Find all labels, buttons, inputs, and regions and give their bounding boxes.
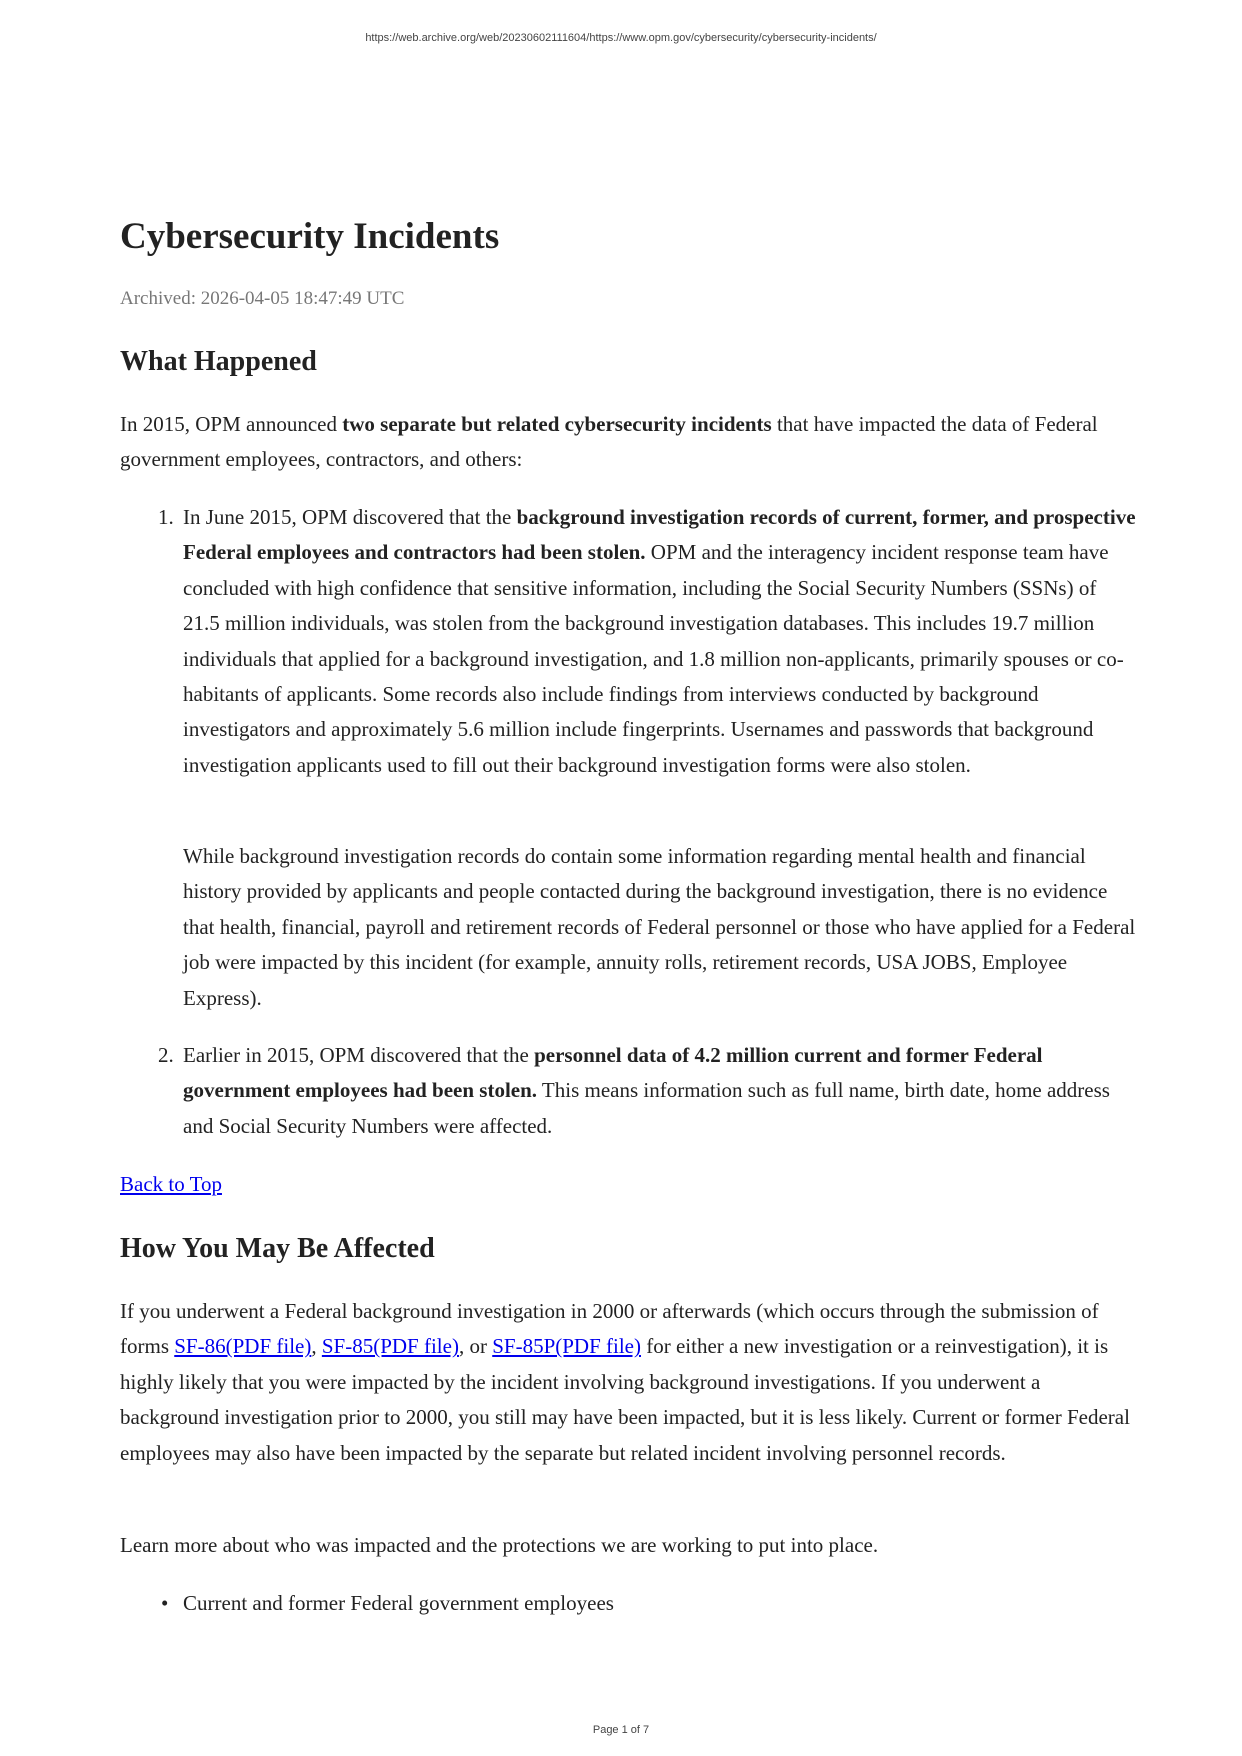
text: In June 2015, OPM discovered that the — [183, 505, 517, 529]
affected-paragraph — [120, 1294, 1135, 1471]
list-number: 2. — [158, 1043, 174, 1067]
text: If you underwent a Federal background investigation in 2000 or afterwards (which occurs through the submission of forms — [120, 1299, 1099, 1359]
text: In 2015, OPM announced — [120, 412, 343, 436]
text: that have impacted the data of Federal government employees, contractors, and others: — [120, 412, 1098, 472]
text: OPM and the interagency incident response team have concluded with high confidence that sensitive information, including the Social Security Numbers (SSNs) of 21.5 million individuals, was stolen from the background investigation databases. This includes 19.7 million individuals that applied for a background investigation, and 1.8 million non-applicants, primarily spouses or co-habitants of applicants. Some records also include findings from interviews conducted by background investigators and approximately 5.6 million include fingerprints. Usernames and passwords that background investigation applicants used to fill out their background investigation forms were also stolen. — [183, 540, 1124, 777]
sf85p-link[interactable]: SF-85P(PDF file) — [492, 1334, 641, 1359]
bold-text: background investigation records of current, former, and prospective Federal employees and contractors had been stolen. — [183, 505, 1136, 565]
text: , — [311, 1334, 322, 1359]
text: for either a new investigation or a reinvestigation), it is highly likely that you were impacted by the incident involving background investigations. If you underwent a background investigation prior to 2000, you still may have been impacted, but it is less likely. Current or former Federal employees may also have been impacted by the separate but related incident involving personnel records. — [120, 1334, 1130, 1465]
bullet-text: Current and former Federal government employees — [183, 1591, 614, 1615]
bullet-icon: • — [161, 1591, 169, 1615]
section-heading-what-happened: What Happened — [120, 346, 317, 377]
bold-text: two separate but related cybersecurity incidents — [342, 412, 772, 436]
sf85-link[interactable]: SF-85(PDF file) — [321, 1334, 459, 1359]
intro-paragraph — [120, 407, 1135, 478]
list-item-paragraph: While background investigation records do contain some information regarding mental health and financial history provided by applicants and people contacted during the background investigation, there is no evidence that health, financial, payroll and retirement records of Federal personnel or those who have applied for a Federal job were impacted by this incident (for example, annuity rolls, retirement records, USA JOBS, Employee Express). — [183, 844, 1136, 1010]
section-heading-how-affected: How You May Be Affected — [120, 1233, 435, 1264]
back-to-top-link[interactable]: Back to Top — [120, 1172, 222, 1196]
sf86-link[interactable]: SF-86(PDF file) — [174, 1334, 312, 1359]
list-item — [158, 500, 1138, 783]
bold-text: personnel data of 4.2 million current and former Federal government employees had been stolen. — [183, 1043, 1043, 1103]
page-number: Page 1 of 7 — [592, 1724, 650, 1736]
list-number: 1. — [158, 505, 174, 529]
page-title: Cybersecurity Incidents — [120, 216, 500, 257]
text: This means information such as full name, birth date, home address and Social Security Numbers were affected. — [183, 1078, 1110, 1138]
bullet-item — [161, 1586, 1138, 1621]
text: , or — [458, 1334, 493, 1359]
learn-more-paragraph: Learn more about who was impacted and the protections we are working to put into place. — [120, 1533, 879, 1557]
list-item — [158, 1038, 1138, 1144]
text: Earlier in 2015, OPM discovered that the — [183, 1043, 535, 1067]
archived-timestamp: Archived: 2026-04-05 18:47:49 UTC — [120, 288, 405, 309]
page-url-header: https://web.archive.org/web/20230602111604/https://www.opm.gov/cybersecurity/cybersecurity-incidents/ — [365, 32, 877, 44]
